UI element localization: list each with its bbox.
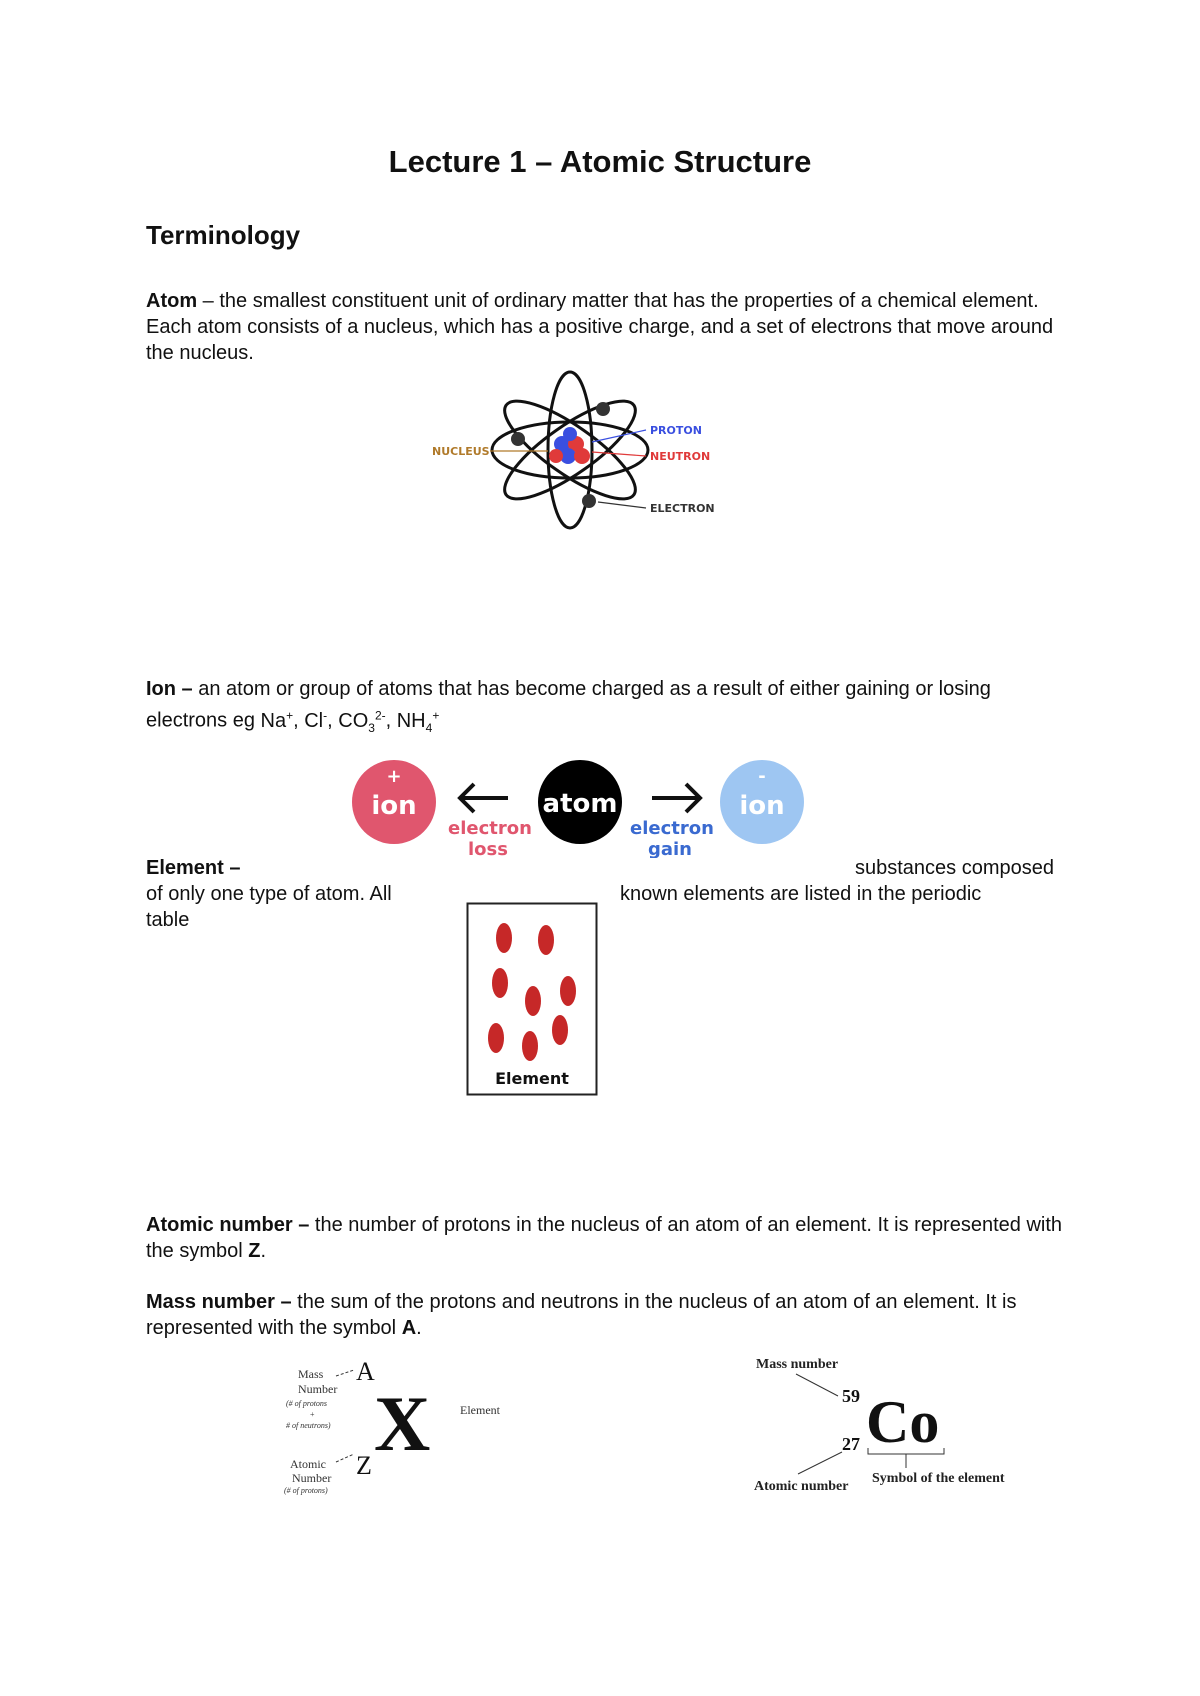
plus-sign: + bbox=[386, 766, 402, 787]
ion-diagram bbox=[350, 758, 820, 858]
proton-label: PROTON bbox=[650, 424, 702, 437]
formula-co3: $CO_3^{2-}$ bbox=[338, 708, 386, 735]
element-diagram bbox=[466, 902, 598, 1096]
symbol-z-large: Z bbox=[356, 1451, 372, 1480]
nucleus-label: NUCLEUS bbox=[432, 445, 490, 458]
element-term: Element – bbox=[146, 857, 241, 879]
page-title: Lecture 1 – Atomic Structure bbox=[388, 144, 812, 179]
electron-gain-label-2: gain bbox=[647, 839, 693, 858]
svg-text:Number: Number bbox=[292, 1471, 332, 1485]
electron-loss-label: electron bbox=[448, 818, 532, 839]
minus-sign: - bbox=[758, 766, 766, 787]
symbol-co: Co bbox=[866, 1389, 940, 1455]
symbol-a-large: A bbox=[356, 1358, 375, 1386]
symbol-a: A bbox=[401, 1317, 417, 1339]
svg-text:Atomic: Atomic bbox=[290, 1457, 326, 1471]
svg-text:59: 59 bbox=[842, 1386, 860, 1406]
electron-label: ELECTRON bbox=[650, 502, 715, 515]
section-heading: Terminology bbox=[146, 220, 301, 250]
arrow-left-icon bbox=[460, 784, 508, 812]
svg-text:Mass number: Mass number bbox=[756, 1357, 839, 1372]
svg-text:27: 27 bbox=[842, 1434, 860, 1454]
atom-text: – the smallest constituent unit of ordinary matter that has the properties of a chemical element. Each atom consists of a nucleus, which has a positive charge, and a set of electrons that move around the nucleus. bbox=[146, 290, 1054, 364]
formula-na: Na+ bbox=[260, 708, 294, 732]
formula-nh4: $NH_4^+$ bbox=[396, 708, 440, 735]
ion-term: Ion – bbox=[146, 678, 193, 700]
element-text-line-1: substances composed bbox=[854, 857, 1054, 879]
mass-number-definition: Mass number – the sum of the protons and neutrons in the nucleus of an atom of an element. It is represented with the symbol A. bbox=[146, 1291, 1017, 1339]
atom-term: Atom bbox=[146, 290, 198, 312]
ion-definition: Ion – an atom or group of atoms that has become charged as a result of either gaining or losing electrons eg Na+, Cl-, $CO_3^{2-}$, $NH_4^+$ bbox=[146, 678, 991, 735]
atom-definition bbox=[146, 288, 1066, 366]
electron-gain-label: electron bbox=[630, 818, 714, 839]
mass-number-term: Mass number – bbox=[146, 1291, 292, 1313]
atomic-number-definition: Atomic number – the number of protons in the nucleus of an atom of an element. It is represented with the symbol Z. bbox=[146, 1214, 1063, 1262]
atomic-number-term: Atomic number – bbox=[146, 1214, 310, 1236]
formula-cl: Cl- bbox=[304, 708, 328, 732]
element-text-line-2b: known elements are listed in the periodic bbox=[620, 883, 982, 905]
electron-dot bbox=[596, 402, 610, 416]
negative-ion-label: ion bbox=[739, 791, 785, 821]
svg-text:# of neutrons): # of neutrons) bbox=[286, 1421, 331, 1430]
nuclide-notation-generic bbox=[270, 1358, 520, 1508]
element-box-label: Element bbox=[495, 1069, 569, 1088]
svg-text:Atomic number: Atomic number bbox=[754, 1479, 849, 1494]
symbol-x: X bbox=[374, 1380, 431, 1467]
svg-text:+: + bbox=[310, 1410, 315, 1419]
svg-text:Symbol of the element: Symbol of the element bbox=[872, 1471, 1005, 1486]
electron-dot bbox=[582, 494, 596, 508]
symbol-z: Z bbox=[248, 1240, 261, 1262]
positive-ion-label: ion bbox=[371, 791, 417, 821]
arrow-right-icon bbox=[652, 784, 700, 812]
electron-dot bbox=[511, 432, 525, 446]
nuclide-notation-cobalt bbox=[746, 1352, 1026, 1502]
atom-label: atom bbox=[542, 789, 618, 819]
electron-loss-label-2: loss bbox=[468, 839, 508, 858]
svg-text:Element: Element bbox=[460, 1403, 500, 1417]
svg-text:Mass: Mass bbox=[298, 1367, 324, 1381]
element-text-line-3: table bbox=[146, 909, 190, 931]
svg-text:(# of protons): (# of protons) bbox=[284, 1486, 328, 1495]
atom-diagram bbox=[420, 360, 740, 540]
svg-text:(# of protons: (# of protons bbox=[286, 1399, 328, 1408]
neutron-label: NEUTRON bbox=[650, 450, 711, 463]
svg-text:Number: Number bbox=[298, 1382, 338, 1396]
element-text-line-2a: of only one type of atom. All bbox=[146, 883, 392, 905]
